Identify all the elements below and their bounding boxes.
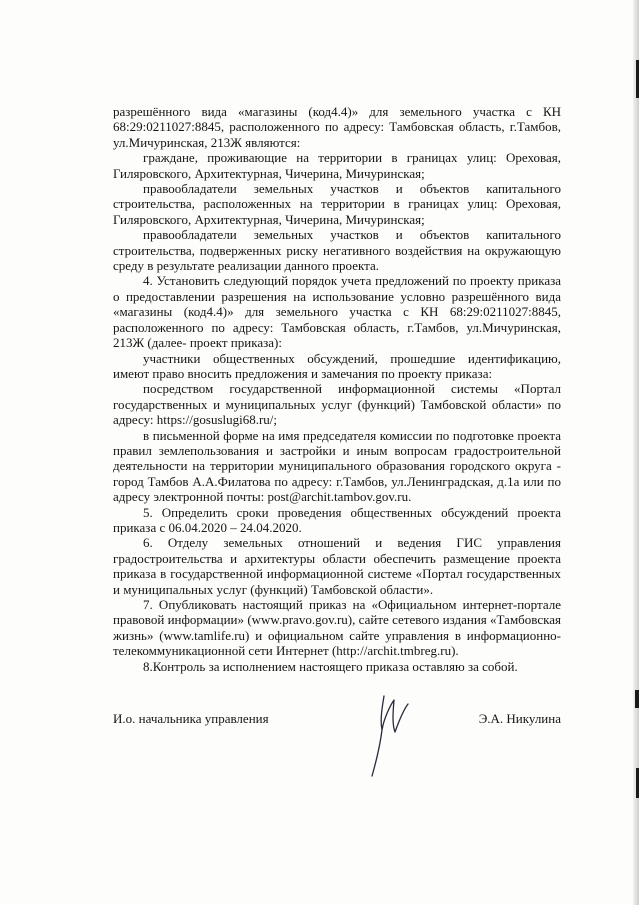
paragraph-item-6: 6. Отделу земельных отношений и ведения ГИС управления градостроительства и архитектуры области обеспечить размещение проекта приказа в государственной информационной системе «Портал государственных и муниципальных услуг (функций) Тамбовской области». bbox=[113, 535, 561, 597]
paragraph-p-portal: посредством государственной информационной системы «Портал государственных и муниципальных услуг (функций) Тамбовской области» по адресу: https://gosuslugi68.ru/; bbox=[113, 381, 561, 428]
paragraph-intro: разрешённого вида «магазины (код4.4)» для земельного участка с КН 68:29:0211027:8845, расположенного по адресу: Тамбовская область, г.Тамбов, ул.Мичуринская, 213Ж являются: bbox=[113, 104, 561, 150]
paragraph-p-participants: участники общественных обсуждений, прошедшие идентификацию, имеют право вносить предложения и замечания по проекту приказа: bbox=[113, 350, 561, 381]
paragraph-p-citizens: граждане, проживающие на территории в границах улиц: Ореховая, Гиляровского, Архитектурная, Чичерина, Мичуринская; bbox=[113, 150, 561, 181]
paragraph-p-owners: правообладатели земельных участков и объектов капитального строительства, расположенных на территории в границах улиц: Ореховая, Гиляровского, Архитектурная, Чичерина, Мичуринская; bbox=[113, 181, 561, 227]
signatory-name: Э.А. Никулина bbox=[478, 711, 561, 726]
scan-edge-mark bbox=[635, 690, 639, 708]
handwritten-signature bbox=[360, 688, 430, 778]
signature-block bbox=[113, 711, 561, 731]
document-body bbox=[113, 104, 561, 674]
paragraph-item-8: 8.Контроль за исполнением настоящего приказа оставляю за собой. bbox=[143, 658, 518, 674]
paragraph-item-7: 7. Опубликовать настоящий приказ на «Официальном интернет-портале правовой информации» (www.pravo.gov.ru), сайте сетевого издания «Тамбовская жизнь» (www.tamlife.ru) и официальном сайте управления в информационно-телекоммуникационной сети Интернет (http://archit.tmbreg.ru). bbox=[113, 597, 561, 659]
signatory-title: И.о. начальника управления bbox=[113, 711, 269, 726]
paragraph-item-4: 4. Установить следующий порядок учета предложений по проекту приказа о предоставлении разрешения на использование условно разрешённого вида «магазины (код4.4)» для земельного участка с КН 68:29:0211027:8845, расположенного по адресу: Тамбовская область, г.Тамбов, ул.Мичуринская, 213Ж (далее- проект приказа): bbox=[113, 273, 561, 351]
paragraph-p-owners-risk: правообладатели земельных участков и объектов капитального строительства, подверженных риску негативного воздействия на окружающую среду в результате реализации данного проекта. bbox=[113, 227, 561, 274]
paragraph-item-5: 5. Определить сроки проведения общественных обсуждений проекта приказа с 06.04.2020 – 24.04.2020. bbox=[113, 504, 561, 535]
paragraph-p-written: в письменной форме на имя председателя комиссии по подготовке проекта правил землепользования и застройки и иным вопросам градостроительной деятельности на территории муниципального образования городского округа - город Тамбов А.А.Филатова по адресу: г.Тамбов, ул.Ленинградская, д.1а или по адресу электронной почты: post@archit.tambov.gov.ru. bbox=[113, 427, 561, 505]
